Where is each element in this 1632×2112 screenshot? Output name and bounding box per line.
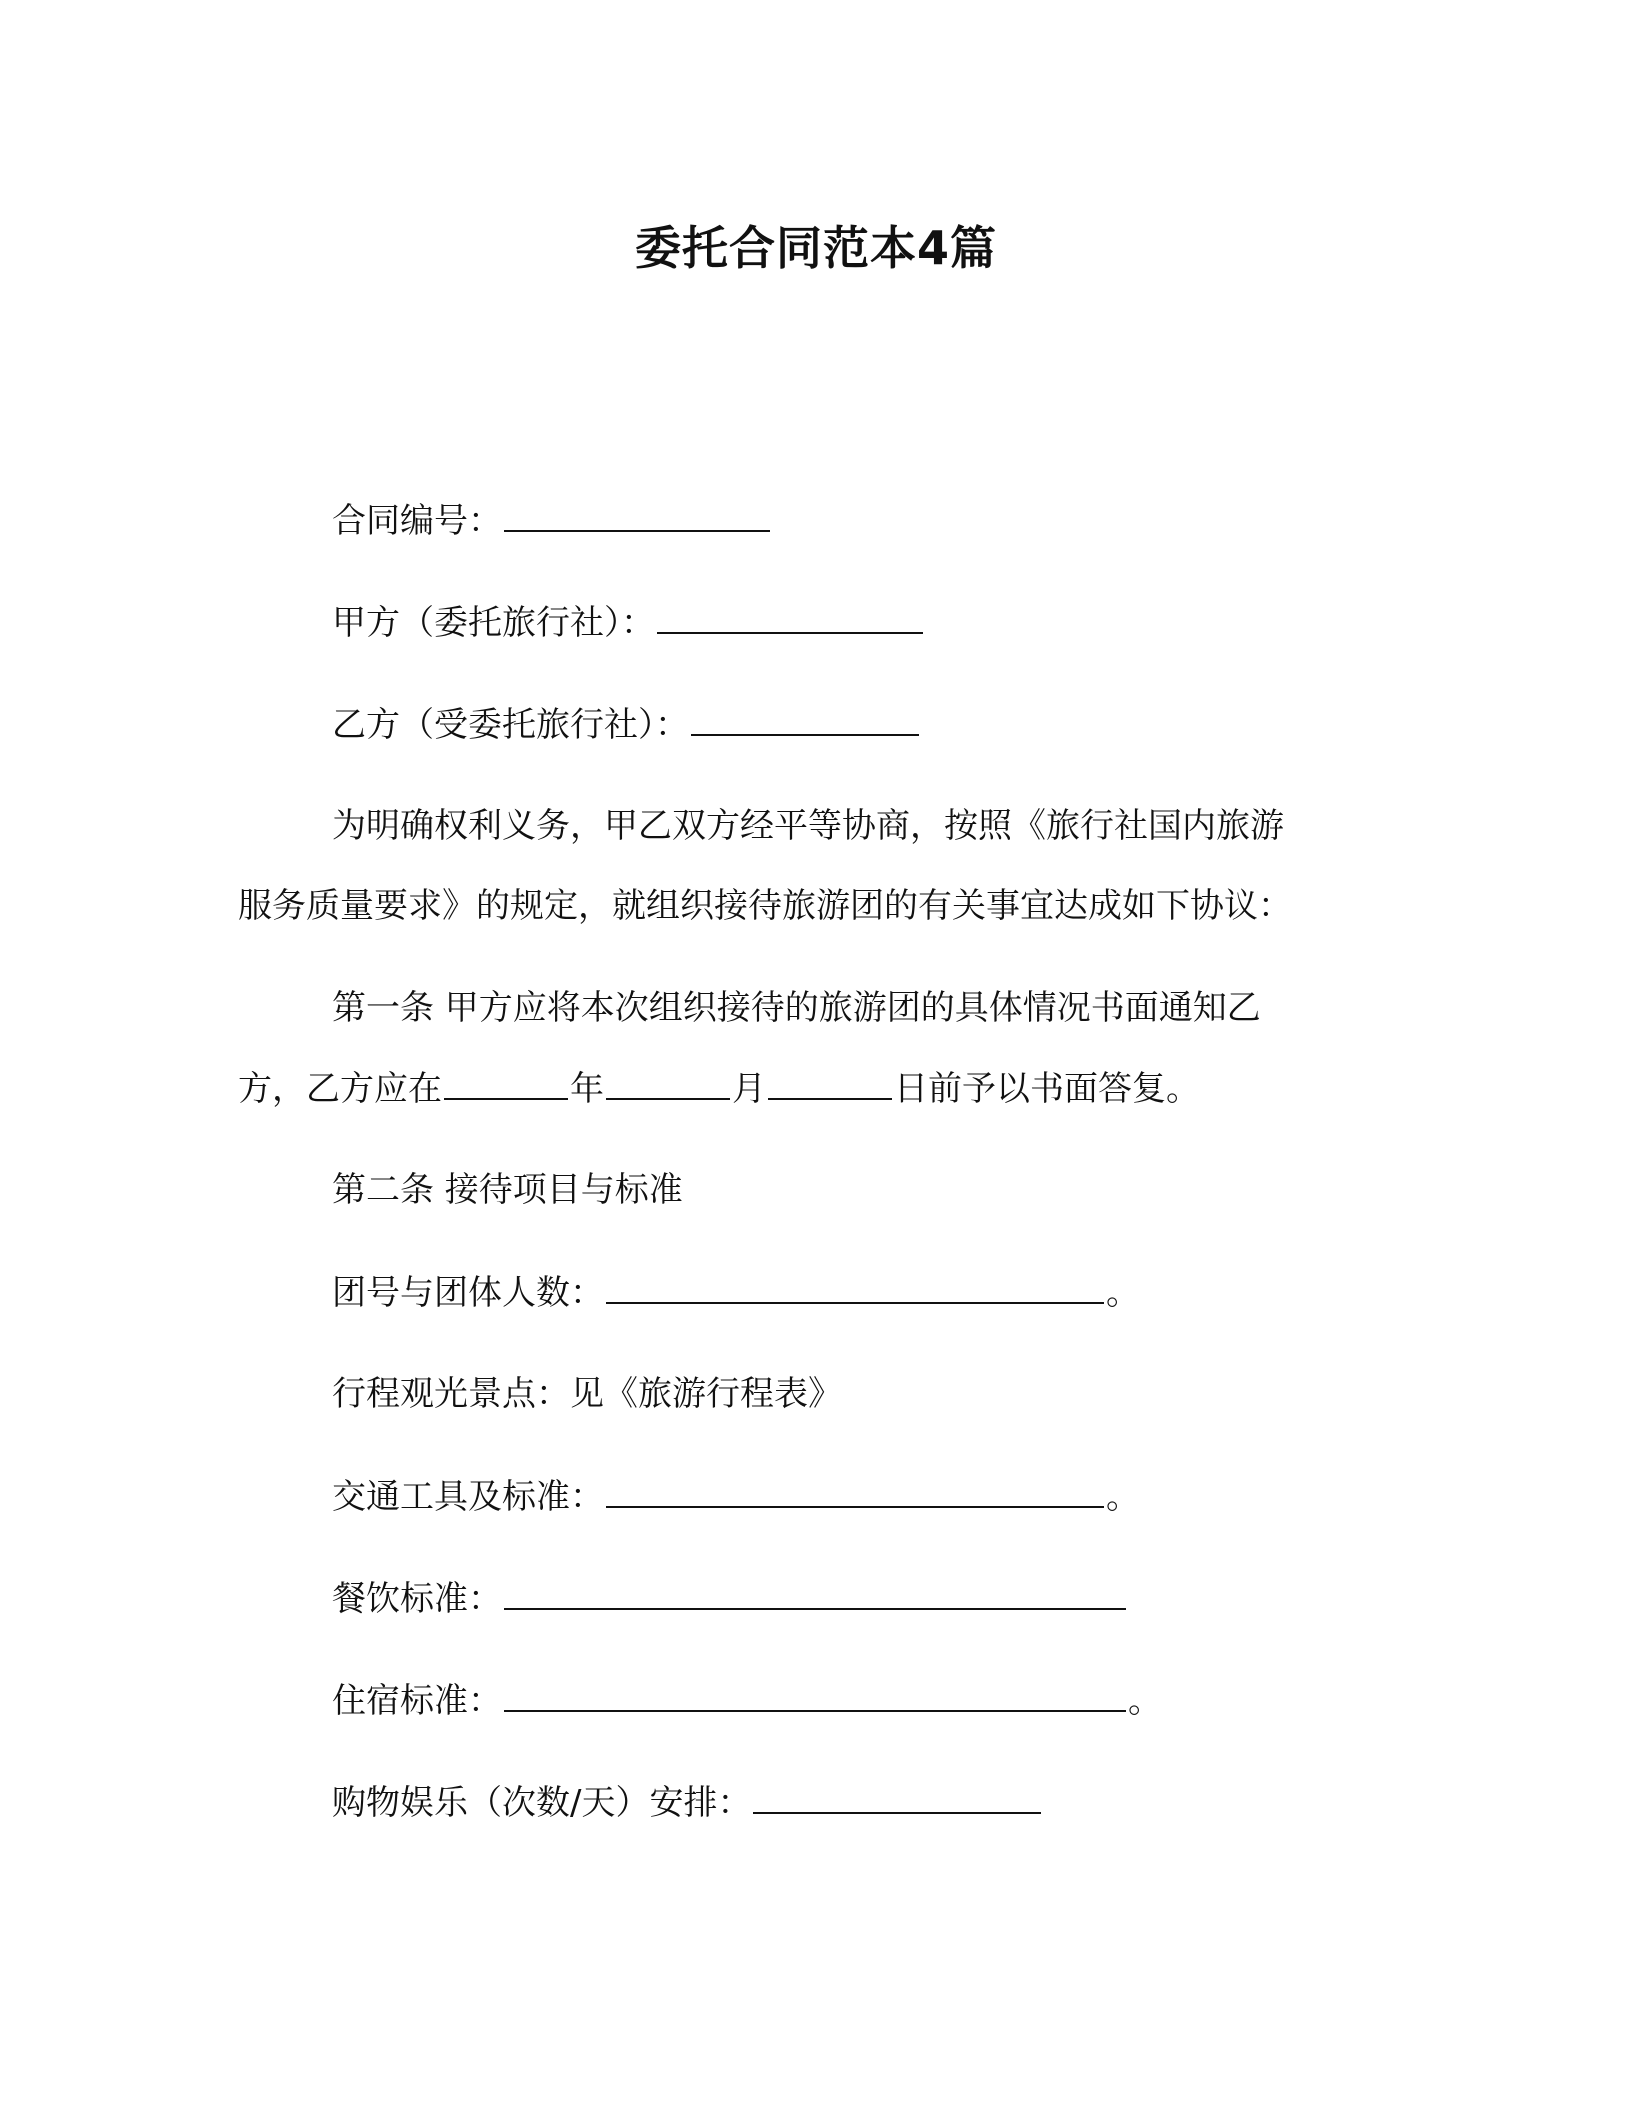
contract-number-label: 合同编号： (332, 501, 502, 541)
month-blank[interactable] (606, 1064, 730, 1100)
lodging-line (332, 1676, 1162, 1725)
catering-label: 餐饮标准： (332, 1579, 502, 1619)
group-label: 团号与团体人数： (332, 1273, 604, 1313)
article-1-text-a: 方，乙方应在 (238, 1069, 442, 1109)
document-title: 委托合同范本4篇 (634, 221, 997, 275)
party-b-blank[interactable] (691, 700, 919, 736)
group-line (332, 1268, 1140, 1317)
month-label: 月 (732, 1069, 766, 1109)
party-a-line (332, 598, 925, 647)
year-label: 年 (570, 1069, 604, 1109)
shopping-blank[interactable] (753, 1778, 1041, 1814)
lodging-blank[interactable] (504, 1676, 1126, 1712)
itinerary-line: 行程观光景点：见《旅游行程表》 (332, 1374, 842, 1414)
transport-label: 交通工具及标准： (332, 1477, 604, 1517)
lodging-label: 住宿标准： (332, 1681, 502, 1721)
party-a-label: 甲方（委托旅行社）： (332, 603, 655, 643)
transport-blank[interactable] (606, 1472, 1104, 1508)
shopping-line (332, 1778, 1043, 1827)
party-b-line (332, 700, 921, 749)
article-1-line-2 (238, 1064, 1200, 1113)
shopping-label: 购物娱乐（次数/天）安排： (332, 1783, 752, 1823)
catering-blank[interactable] (504, 1574, 1126, 1610)
lodging-period: 。 (1128, 1681, 1162, 1721)
year-blank[interactable] (444, 1064, 568, 1100)
preamble-line-1: 为明确权利义务，甲乙双方经平等协商，按照《旅行社国内旅游 (332, 806, 1284, 846)
transport-period: 。 (1106, 1477, 1140, 1517)
contract-number-line (332, 496, 772, 545)
group-blank[interactable] (606, 1268, 1104, 1304)
group-period: 。 (1106, 1273, 1140, 1313)
article-1-line-1: 第一条 甲方应将本次组织接待的旅游团的具体情况书面通知乙 (332, 988, 1261, 1028)
party-b-label: 乙方（受委托旅行社）： (332, 705, 689, 745)
party-a-blank[interactable] (657, 598, 923, 634)
day-blank[interactable] (768, 1064, 892, 1100)
contract-number-blank[interactable] (504, 496, 770, 532)
transport-line (332, 1472, 1140, 1521)
preamble-line-2: 服务质量要求》的规定，就组织接待旅游团的有关事宜达成如下协议： (238, 886, 1292, 926)
article-1-text-d: 日前予以书面答复。 (894, 1069, 1200, 1109)
catering-line (332, 1574, 1128, 1623)
article-2-heading: 第二条 接待项目与标准 (332, 1170, 683, 1210)
